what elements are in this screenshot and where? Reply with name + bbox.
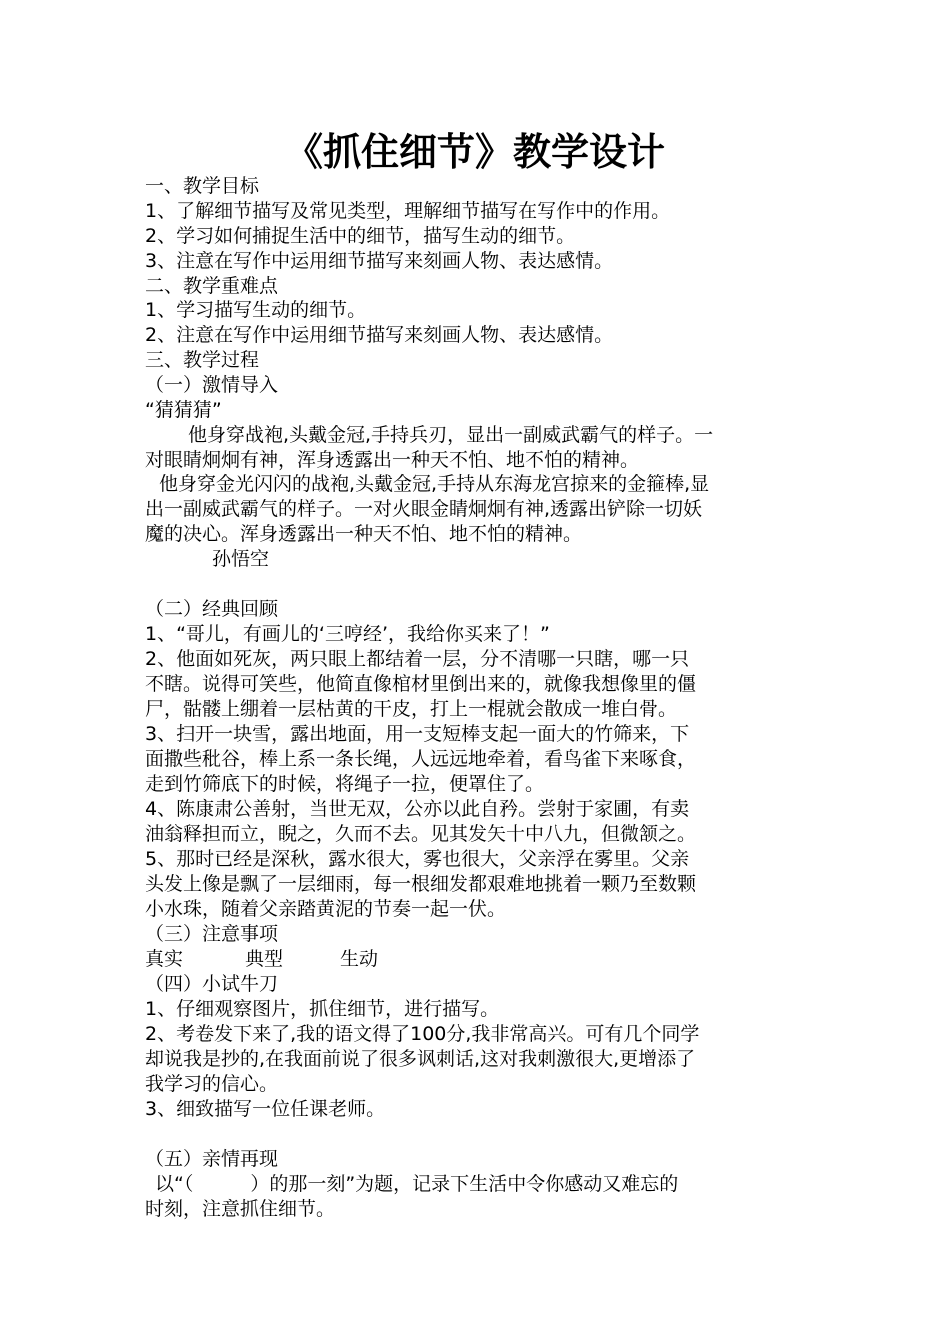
note-keyword-1: 真实 — [145, 948, 184, 970]
section-heading-key-points: 二、教学重难点 — [145, 275, 279, 297]
text-line: 他身穿战袍,头戴金冠,手持兵刃，显出一副威武霸气的样子。一 — [188, 424, 714, 446]
excerpt-line: 3、扫开一块雪，露出地面，用一支短棒支起一面大的竹筛来，下 — [145, 723, 690, 745]
text-line: 出一副威武霸气的样子。一对火眼金睛炯炯有神,透露出铲除一切妖 — [145, 498, 703, 520]
exercise-line: 我学习的信心。 — [145, 1073, 279, 1095]
excerpt-line: 4、陈康肃公善射，当世无双，公亦以此自矜。尝射于家圃，有卖 — [145, 798, 690, 820]
excerpt-line: 5、那时已经是深秋，露水很大，雾也很大，父亲浮在雾里。父亲 — [145, 848, 690, 870]
note-keyword-3: 生动 — [340, 948, 379, 970]
excerpt-line: 头发上像是飘了一层细雨，每一根细发都艰难地挑着一颗乃至数颗 — [145, 873, 697, 895]
writing-prompt-line: 时刻，注意抓住细节。 — [145, 1198, 336, 1220]
excerpt-line: 1、“哥儿，有画儿的‘三哼经’，我给你买来了！” — [145, 623, 550, 645]
excerpt-line: 油翁释担而立，睨之，久而不去。见其发矢十中八九，但微颔之。 — [145, 823, 697, 845]
text-line: 魔的决心。浑身透露出一种天不怕、地不怕的精神。 — [145, 523, 583, 545]
exercise-line: 却说我是抄的,在我面前说了很多讽刺话,这对我刺激很大,更增添了 — [145, 1048, 696, 1070]
objective-item: 3、注意在写作中运用细节描写来刻画人物、表达感情。 — [145, 250, 614, 272]
excerpt-line: 2、他面如死灰，两只眼上都结着一层，分不清哪一只瞎，哪一只 — [145, 648, 690, 670]
note-keyword-2: 典型 — [245, 948, 284, 970]
section-heading-objectives: 一、教学目标 — [145, 175, 260, 197]
excerpt-line: 尸，骷髅上绷着一层枯黄的干皮，打上一棍就会散成一堆白骨。 — [145, 698, 678, 720]
exercise-line: 2、考卷发下来了,我的语文得了100分,我非常高兴。可有几个同学 — [145, 1023, 700, 1045]
text-line: 对眼睛炯炯有神，浑身透露出一种天不怕、地不怕的精神。 — [145, 449, 640, 471]
excerpt-line: 不瞎。说得可笑些，他简直像棺材里倒出来的，就像我想像里的僵 — [145, 673, 697, 695]
answer-label: 孙悟空 — [212, 548, 270, 570]
subsection-heading: （二）经典回顾 — [145, 598, 279, 620]
excerpt-line: 面撒些秕谷，棒上系一条长绳，人远远地牵着，看鸟雀下来啄食， — [145, 748, 697, 770]
text-line: 他身穿金光闪闪的战袍,头戴金冠,手持从东海龙宫掠来的金箍棒,显 — [159, 473, 710, 495]
guess-game-label: “猜猜猜” — [145, 399, 222, 421]
subsection-heading: （一）激情导入 — [145, 374, 279, 396]
subsection-heading: （四）小试牛刀 — [145, 973, 279, 995]
objective-item: 1、了解细节描写及常见类型，理解细节描写在写作中的作用。 — [145, 200, 671, 222]
exercise-line: 3、细致描写一位任课老师。 — [145, 1098, 386, 1120]
excerpt-line: 小水珠，随着父亲踏黄泥的节奏一起一伏。 — [145, 898, 507, 920]
section-heading-process: 三、教学过程 — [145, 349, 260, 371]
page-title: 《抓住细节》教学设计 — [284, 130, 665, 174]
exercise-line: 1、仔细观察图片，抓住细节，进行描写。 — [145, 998, 500, 1020]
key-point-item: 1、学习描写生动的细节。 — [145, 299, 367, 321]
objective-item: 2、学习如何捕捉生活中的细节，描写生动的细节。 — [145, 225, 576, 247]
key-point-item: 2、注意在写作中运用细节描写来刻画人物、表达感情。 — [145, 324, 614, 346]
subsection-heading: （三）注意事项 — [145, 923, 279, 945]
excerpt-line: 走到竹筛底下的时候，将绳子一拉，便罩住了。 — [145, 773, 545, 795]
subsection-heading: （五）亲情再现 — [145, 1148, 279, 1170]
writing-prompt-line: 以“（ ）的那一刻”为题，记录下生活中令你感动又难忘的 — [155, 1173, 679, 1195]
